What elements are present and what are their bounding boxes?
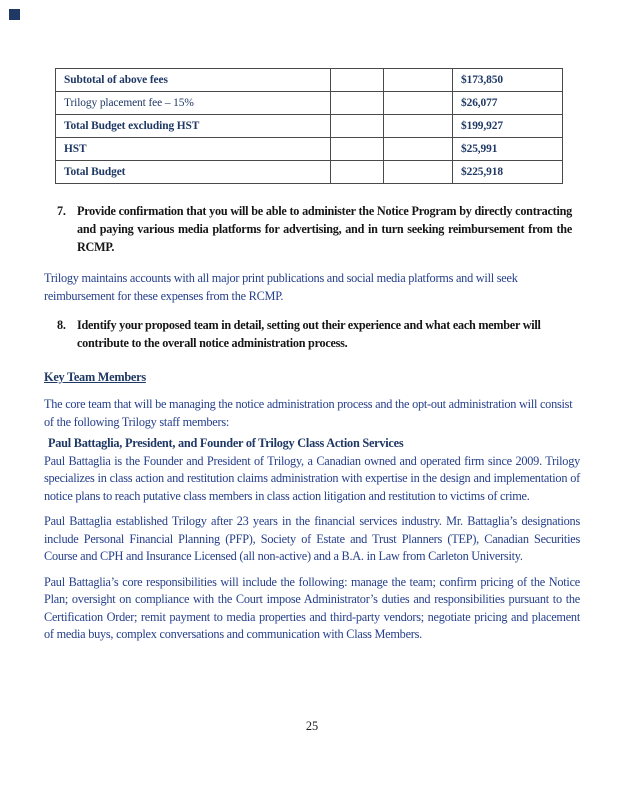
corner-marker <box>9 9 20 20</box>
budget-row-label: Total Budget <box>56 161 331 184</box>
item-number: 8. <box>57 318 66 333</box>
numbered-item-8 <box>55 317 568 353</box>
empty-cell <box>331 69 384 92</box>
empty-cell <box>331 92 384 115</box>
paragraph-paul-bio-2: Paul Battaglia established Trilogy after 23 years in the financial services industry. Mr. Battaglia’s designations include Personal Financial Planning (PFP), Society of Estate and Trust Planners (TEP), Canadian Securities Course and CPH and Insurance Licensed (all non-active) and a B.A. in Law from Carleton University. <box>44 514 580 564</box>
budget-row-amount: $173,850 <box>453 69 563 92</box>
paragraph-core-team-intro: The core team that will be managing the notice administration process and the opt-out administration will consist of the following Trilogy staff members: <box>44 397 573 429</box>
empty-cell <box>384 115 453 138</box>
paragraph-paul-bio-1: Paul Battaglia is the Founder and President of Trilogy, a Canadian owned and operated firm since 2009. Trilogy specializes in class action and restitution claims administration with expertise in the design and implementation of notice plans to reach putative class members in class action litigation and restitution to victims of crime. <box>44 453 580 503</box>
empty-cell <box>384 92 453 115</box>
budget-table <box>55 68 563 184</box>
section-heading-key-team-members: Key Team Members <box>44 369 146 384</box>
item-text: Identify your proposed team in detail, setting out their experience and what each member will contribute to the overall notice administration process. <box>77 318 541 351</box>
paul-battaglia-section <box>0 435 624 505</box>
page-number: 25 <box>305 719 319 733</box>
budget-row-label: HST <box>56 138 331 161</box>
table-row <box>56 138 563 161</box>
empty-cell <box>384 138 453 161</box>
paragraph-trilogy-accounts: Trilogy maintains accounts with all major print publications and social media platforms and will seek reimbursement for these expenses from the RCMP. <box>44 271 518 303</box>
budget-row-label: Subtotal of above fees <box>56 69 331 92</box>
empty-cell <box>331 115 384 138</box>
empty-cell <box>331 138 384 161</box>
table-row <box>56 161 563 184</box>
budget-row-amount: $25,991 <box>453 138 563 161</box>
subheading-paul-battaglia: Paul Battaglia, President, and Founder of Trilogy Class Action Services <box>48 436 404 451</box>
table-row <box>56 115 563 138</box>
budget-row-label: Trilogy placement fee – 15% <box>56 92 331 115</box>
paragraph-paul-bio-3: Paul Battaglia’s core responsibilities will include the following: manage the team; confirm pricing of the Notice Plan; oversight on compliance with the Court impose Administrator’s duties and responsibilities pursuant to the Certification Order; remit payment to media properties and third-party vendors; negotiate pricing and placement of media buys, complex conversations and communication with Class Members. <box>44 574 580 642</box>
empty-cell <box>331 161 384 184</box>
table-row <box>56 92 563 115</box>
empty-cell <box>384 69 453 92</box>
table-row <box>56 69 563 92</box>
budget-row-amount: $225,918 <box>453 161 563 184</box>
numbered-item-7 <box>55 203 572 256</box>
item-text: Provide confirmation that you will be able to administer the Notice Program by directly contracting and paying various media platforms for advertising, and in turn seeking reimbursement from the RCMP. <box>77 204 572 254</box>
budget-row-amount: $26,077 <box>453 92 563 115</box>
budget-row-label: Total Budget excluding HST <box>56 115 331 138</box>
item-number: 7. <box>57 204 66 218</box>
empty-cell <box>384 161 453 184</box>
budget-row-amount: $199,927 <box>453 115 563 138</box>
